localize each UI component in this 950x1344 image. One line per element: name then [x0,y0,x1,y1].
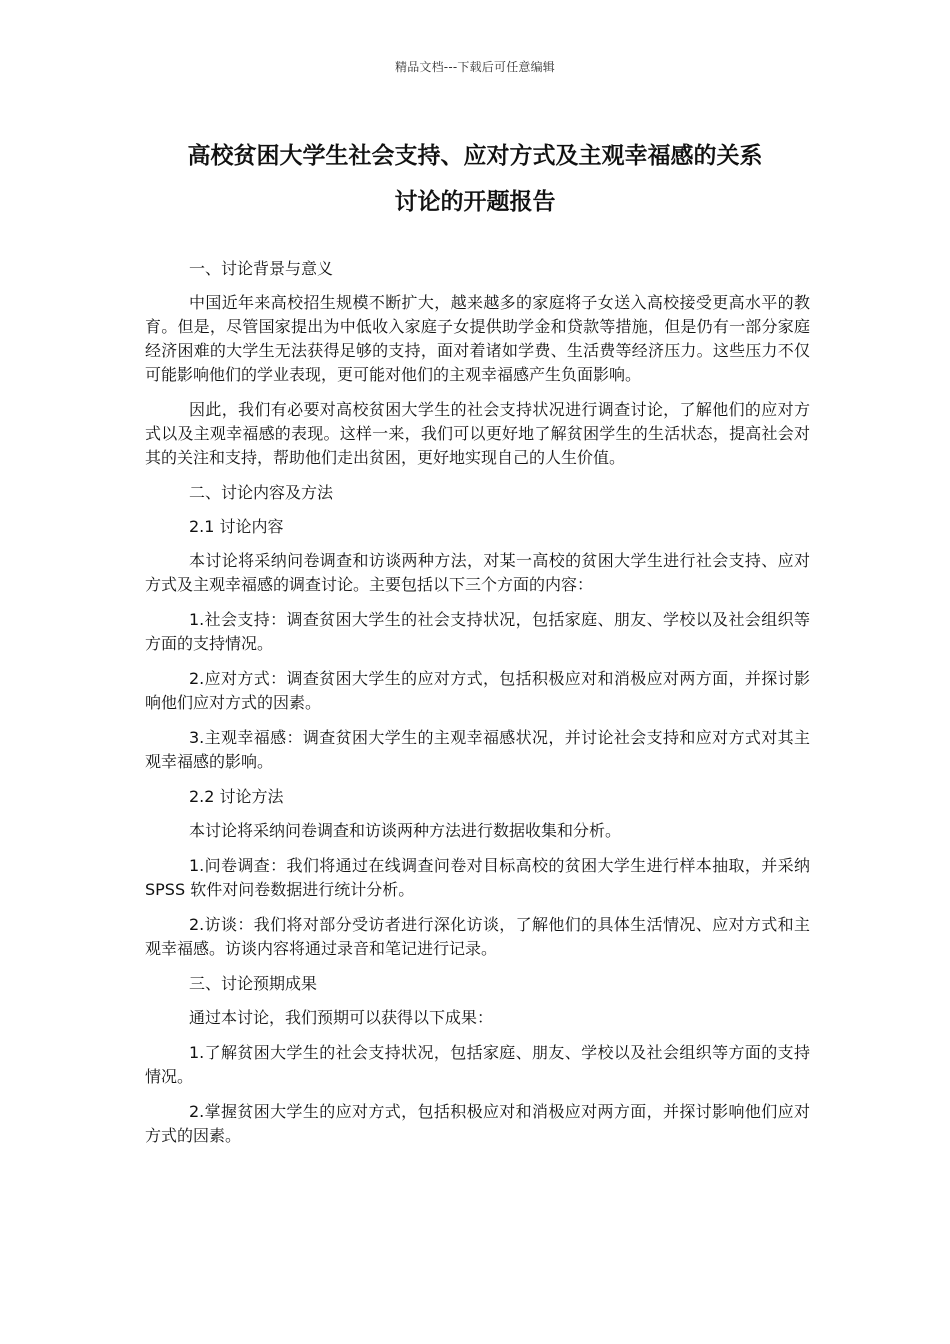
list-item-outcome-1: 1.了解贫困大学生的社会支持状况，包括家庭、朋友、学校以及社会组织等方面的支持情况。 [145,1043,810,1086]
section-heading-background: 一、讨论背景与意义 [189,259,334,278]
paragraph-significance: 因此，我们有必要对高校贫困大学生的社会支持状况进行调查讨论，了解他们的应对方式以及主观幸福感的表现。这样一来，我们可以更好地了解贫困学生的生活状态，提高社会对其的关注和支持，帮助他们走出贫困，更好地实现自己的人生价值。 [145,400,810,467]
section-heading-outcomes: 三、讨论预期成果 [189,974,318,993]
list-item-social-support: 1.社会支持：调查贫困大学生的社会支持状况，包括家庭、朋友、学校以及社会组织等方面的支持情况。 [145,610,810,653]
paragraph-content-intro: 本讨论将采纳问卷调查和访谈两种方法，对某一高校的贫困大学生进行社会支持、应对方式及主观幸福感的调查讨论。主要包括以下三个方面的内容： [145,551,810,594]
list-item-coping-style: 2.应对方式：调查贫困大学生的应对方式，包括积极应对和消极应对两方面，并探讨影响他们应对方式的因素。 [145,669,810,712]
title-line-2: 讨论的开题报告 [394,189,556,215]
header-note: 精品文档---下载后可任意编辑 [395,60,555,74]
list-item-well-being: 3.主观幸福感：调查贫困大学生的主观幸福感状况，并讨论社会支持和应对方式对其主观幸福感的影响。 [145,728,810,771]
paragraph-method-intro: 本讨论将采纳问卷调查和访谈两种方法进行数据收集和分析。 [189,821,622,840]
subsection-heading-method: 2.2 讨论方法 [189,787,284,806]
paragraph-outcomes-intro: 通过本讨论，我们预期可以获得以下成果： [189,1008,494,1027]
list-item-interview: 2.访谈：我们将对部分受访者进行深化访谈，了解他们的具体生活情况、应对方式和主观幸福感。访谈内容将通过录音和笔记进行记录。 [145,915,810,958]
subsection-heading-content: 2.1 讨论内容 [189,517,284,536]
section-heading-content-method: 二、讨论内容及方法 [189,483,334,502]
document-body [145,257,810,1159]
list-item-questionnaire: 1.问卷调查：我们将通过在线调查问卷对目标高校的贫困大学生进行样本抽取，并采纳 SPSS 软件对问卷数据进行统计分析。 [145,856,810,899]
title-line-1: 高校贫困大学生社会支持、应对方式及主观幸福感的关系 [187,143,763,169]
list-item-outcome-2: 2.掌握贫困大学生的应对方式，包括积极应对和消极应对两方面，并探讨影响他们应对方式的因素。 [145,1102,810,1145]
paragraph-background: 中国近年来高校招生规模不断扩大，越来越多的家庭将子女送入高校接受更高水平的教育。但是，尽管国家提出为中低收入家庭子女提供助学金和贷款等措施，但是仍有一部分家庭经济困难的大学生无法获得足够的支持，面对着诸如学费、生活费等经济压力。这些压力不仅可能影响他们的学业表现，更可能对他们的主观幸福感产生负面影响。 [145,293,810,384]
document-title [100,133,850,225]
